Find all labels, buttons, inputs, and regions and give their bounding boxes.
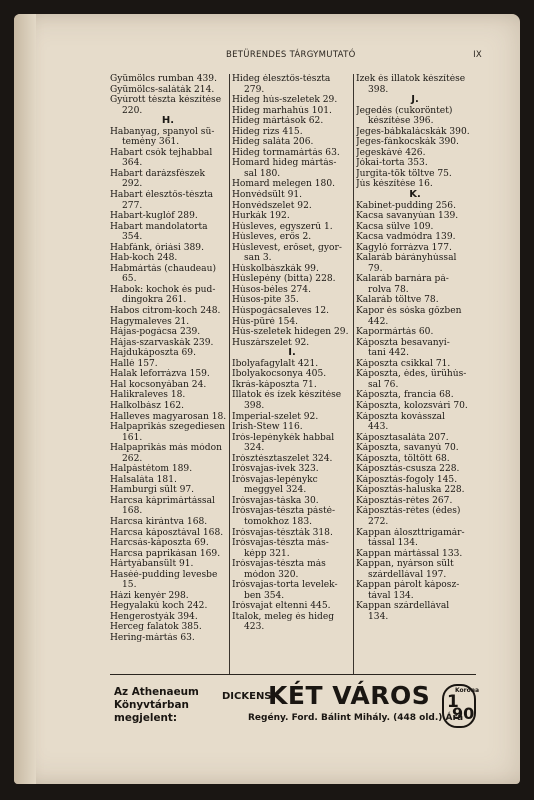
index-entry: sal 76.: [368, 379, 399, 390]
price-unit: Korona: [455, 687, 480, 694]
index-entry: Huszárszelet 92.: [232, 337, 310, 348]
footer-rule: [110, 674, 476, 675]
index-entry: Hal kocsonyában 24.: [110, 379, 207, 390]
index-entry: Habfánk, óriási 389.: [110, 242, 204, 253]
index-entry: Harcsa káposztával 168.: [110, 527, 224, 538]
price-main: 1: [447, 692, 459, 712]
index-entry: Hideg mártások 62.: [232, 116, 324, 127]
index-entry: sal 180.: [244, 168, 281, 179]
index-entry: Harcsa káprimártással: [110, 495, 215, 506]
section-letter-heading: J.: [411, 95, 419, 106]
index-entry: Kacsa vadmódra 139.: [356, 232, 456, 243]
index-entry: Halikraleves 18.: [110, 390, 186, 401]
index-entry: 277.: [122, 200, 143, 211]
index-entry: tával 134.: [368, 590, 414, 601]
publisher-notice: [114, 686, 222, 725]
ad-author: DICKENS:: [222, 691, 276, 702]
price-badge: [442, 684, 480, 728]
index-entry: Hajdukáposzta 69.: [110, 348, 196, 359]
index-entry: Kalaráb barnára pá-: [356, 274, 449, 285]
index-entry: 398.: [244, 400, 265, 411]
index-entry: Habart darázsfészek: [110, 168, 206, 179]
index-entry: 65.: [122, 274, 137, 285]
index-entry: Italok, meleg és hideg: [232, 611, 335, 622]
index-entry: Jurgita-tök töltve 75.: [356, 168, 452, 179]
index-entry: Illatok és ízek készítése: [232, 390, 342, 401]
index-entry: Kappan párolt káposz-: [356, 580, 460, 591]
index-entry: Halak leforrázva 159.: [110, 369, 210, 380]
index-entry: Húsos-pite 35.: [232, 295, 299, 306]
book-advertisement: [110, 682, 480, 730]
index-entry: Jeges-bábkalácskák 390.: [356, 126, 470, 137]
index-entry: Irósvajas-tészta pásté-: [232, 506, 336, 517]
index-entry: tani 442.: [368, 348, 409, 359]
index-entry: Hideg élesztős-tészta: [232, 74, 331, 84]
index-entry: Irósvajas-torta levelek-: [232, 580, 338, 591]
index-entry: Házi kenyér 298.: [110, 590, 189, 601]
index-entry: meggyel 324.: [244, 485, 307, 496]
index-entry: 324.: [244, 443, 265, 454]
index-entry: Hegyalakú koch 242.: [110, 601, 208, 612]
index-entry: Habart élesztős-tészta: [110, 190, 214, 201]
index-entry: Káposztasaláta 207.: [356, 432, 449, 443]
index-entry: Kappan, nyárson sült: [356, 559, 454, 570]
index-entry: Irósvajas-tészta más-: [232, 538, 329, 549]
index-entry: Húslevest, erőset, gyor-: [232, 242, 342, 253]
index-entry: 15.: [122, 580, 137, 591]
index-entry: 398.: [368, 84, 389, 95]
index-entry: Herceg falatok 385.: [110, 622, 202, 633]
index-entry: Kapormártás 60.: [356, 327, 434, 338]
index-entry: Kalaráb bárányhússal: [356, 253, 457, 264]
index-entry: Hideg rizs 415.: [232, 126, 303, 137]
index-entry: Káposzta, édes, ürühús-: [356, 369, 467, 380]
index-entry: Hártyábansült 91.: [110, 559, 194, 570]
index-entry: Kalaráb töltve 78.: [356, 295, 439, 306]
index-entry: 442.: [368, 316, 389, 327]
book-spine: [14, 14, 36, 784]
index-entry: Káposzta besavanyí-: [356, 337, 450, 348]
index-column-middle: [232, 74, 352, 633]
page-number: IX: [473, 50, 482, 60]
index-entry: Húslepény (bitta) 228.: [232, 274, 336, 285]
index-entry: készítése 396.: [368, 116, 434, 127]
index-entry: Káposzta, francia 68.: [356, 390, 454, 401]
index-entry: Ibolyafagylalt 421.: [232, 358, 319, 369]
index-entry: Irósvajas-tészták 318.: [232, 527, 333, 538]
index-entry: Kagyló forrázva 177.: [356, 242, 452, 253]
index-entry: Habanyag, spanyol sü-: [110, 126, 215, 137]
index-entry: tással 134.: [368, 538, 418, 549]
index-entry: Irósvajat eltenni 445.: [232, 601, 331, 612]
publisher-notice-line: megjelent:: [114, 712, 178, 724]
ad-book-details: Regény. Ford. Bálint Mihály. (448 old.) Ára: [248, 713, 464, 723]
index-entry: 134.: [368, 611, 389, 622]
index-entry: Halpástétom 189.: [110, 464, 193, 475]
index-entry: Imperial-szelet 92.: [232, 411, 319, 422]
index-entry: Káposztás-csusza 228.: [356, 464, 460, 475]
index-entry: Káposztás-rétes 267.: [356, 495, 453, 506]
index-entry: Honvédszelet 92.: [232, 200, 312, 211]
index-entry: 292.: [122, 179, 143, 190]
index-entry: Húsleves, erős 2.: [232, 232, 312, 243]
index-entry: Jeges-fánkocskák 390.: [356, 137, 459, 148]
index-entry: Honvédsült 91.: [232, 190, 303, 201]
index-entry: Irós-lepénykék habbal: [232, 432, 335, 443]
section-letter-heading: H.: [161, 116, 175, 127]
column-divider: [229, 74, 230, 674]
index-entry: 168.: [122, 506, 143, 517]
index-entry: 279.: [244, 84, 265, 95]
index-entry: Jús készítése 16.: [356, 179, 433, 190]
index-entry: Ibolyakocsonya 405.: [232, 369, 327, 380]
index-entry: Káposzta, kolozsvári 70.: [356, 400, 468, 411]
index-entry: Halkolbász 162.: [110, 400, 184, 411]
index-entry: 364.: [122, 158, 143, 169]
ad-book-title: KÉT VÁROS: [268, 681, 431, 710]
index-entry: Hájas-szarvaskák 239.: [110, 337, 214, 348]
index-entry: Kappan mártással 133.: [356, 548, 463, 559]
index-title: BETÜRENDES TÁRGYMUTATÓ: [226, 50, 356, 60]
index-entry: Húspogácsaleves 12.: [232, 306, 330, 317]
index-column-right: [356, 74, 474, 622]
index-entry: Hagymaleves 21.: [110, 316, 190, 327]
index-entry: Hideg tormamártás 63.: [232, 147, 340, 158]
index-entry: Húskolbászkák 99.: [232, 263, 319, 274]
index-entry: Húsleves, egyszerű 1.: [232, 221, 333, 232]
section-letter-heading: K.: [409, 190, 421, 201]
index-entry: Káposztás-fogoly 145.: [356, 474, 458, 485]
index-entry: szárdellával 197.: [368, 569, 447, 580]
index-entry: Káposzta, töltött 68.: [356, 453, 450, 464]
index-entry: Jegedés (cukoröntet): [356, 105, 453, 116]
index-entry: Kabinet-pudding 256.: [356, 200, 456, 211]
index-entry: Habos citrom-koch 248.: [110, 306, 221, 317]
index-entry: módon 320.: [244, 569, 299, 580]
index-entry: Jegeskávé 426.: [356, 147, 426, 158]
index-entry: Hengerostyák 394.: [110, 611, 198, 622]
index-entry: Káposzta kovásszal: [356, 411, 445, 422]
price-fraction: 90: [452, 704, 475, 723]
index-entry: Hurkák 192.: [232, 211, 290, 222]
index-entry: Kappan áloszttrigamár-: [356, 527, 465, 538]
index-entry: Halleves magyarosan 18.: [110, 411, 226, 422]
index-entry: Gyümölcs rumban 439.: [110, 74, 217, 84]
index-entry: Habok: kochok és pud-: [110, 284, 216, 295]
index-entry: Homard melegen 180.: [232, 179, 336, 190]
index-entry: Halpaprikás más módon: [110, 443, 222, 454]
index-entry: dingokra 261.: [122, 295, 187, 306]
index-entry: képp 321.: [244, 548, 290, 559]
index-entry: Kapor és sóska gőzben: [356, 306, 462, 317]
index-entry: Káposzta csikkal 71.: [356, 358, 451, 369]
index-entry: Hab-koch 248.: [110, 253, 178, 264]
index-entry: Ikrás-káposzta 71.: [232, 379, 317, 390]
index-entry: Jókai-torta 353.: [356, 158, 428, 169]
index-entry: Húsos-béles 274.: [232, 284, 311, 295]
index-entry: Gyümölcs-saláták 214.: [110, 84, 215, 95]
index-entry: Kacsa sülve 109.: [356, 221, 434, 232]
index-entry: Hús-püré 154.: [232, 316, 299, 327]
index-entry: Harcsás-káposzta 69.: [110, 538, 209, 549]
index-entry: 443.: [368, 422, 389, 433]
index-entry: Irish-Stew 116.: [232, 422, 303, 433]
page-header: [226, 50, 482, 66]
index-entry: Irósvajas-táska 30.: [232, 495, 319, 506]
index-entry: Harcsa kirántva 168.: [110, 516, 208, 527]
index-entry: Káposztás-haluska 228.: [356, 485, 465, 496]
index-entry: 423.: [244, 622, 265, 633]
index-entry: tomokhoz 183.: [244, 516, 312, 527]
index-entry: Hús-szeletek hidegen 29.: [232, 327, 349, 338]
index-entry: san 3.: [244, 253, 272, 264]
index-entry: Kappan szárdellával: [356, 601, 450, 612]
index-entry: Irósvajas-lepénykc: [232, 474, 318, 485]
index-entry: ben 354.: [244, 590, 285, 601]
index-entry: Irósztésztaszelet 324.: [232, 453, 333, 464]
index-entry: 220.: [122, 105, 143, 116]
index-entry: 262.: [122, 453, 143, 464]
index-entry: Hideg marhahús 101.: [232, 105, 332, 116]
index-entry: Hájas-pogácsa 239.: [110, 327, 201, 338]
index-entry: Habart-kuglóf 289.: [110, 211, 198, 222]
index-entry: Izek és illatok készítése: [356, 74, 466, 84]
index-entry: Habart csók tejhabbal: [110, 147, 213, 158]
index-entry: Hamburgi sült 97.: [110, 485, 195, 496]
index-entry: Halpaprikás szegediesen: [110, 422, 226, 433]
index-column-left: [110, 74, 226, 644]
index-entry: Hallé 157.: [110, 358, 158, 369]
section-letter-heading: I.: [288, 348, 296, 359]
index-entry: Hideg hús-szeletek 29.: [232, 95, 338, 106]
index-entry: 354.: [122, 232, 143, 243]
index-entry: Hering-mártás 63.: [110, 632, 195, 643]
index-entry: Harcsa paprikásan 169.: [110, 548, 221, 559]
publisher-notice-line: Az Athenaeum: [114, 686, 199, 698]
index-entry: Irósvajas-ivek 323.: [232, 464, 319, 475]
index-entry: Hideg saláta 206.: [232, 137, 314, 148]
index-entry: Haséé-pudding levesbe: [110, 569, 218, 580]
index-entry: Halsaláta 181.: [110, 474, 177, 485]
index-entry: Homard hideg mártás-: [232, 158, 337, 169]
index-entry: 79.: [368, 263, 383, 274]
index-entry: Habart mandolatorta: [110, 221, 208, 232]
index-entry: Habmártás (chaudeau): [110, 263, 217, 274]
index-entry: Káposzta, savanyú 70.: [356, 443, 459, 454]
index-entry: temény 361.: [122, 137, 180, 148]
index-entry: 161.: [122, 432, 143, 443]
index-entry: Gyúrott tészta készítése: [110, 95, 222, 106]
index-entry: 272.: [368, 516, 389, 527]
index-entry: Irósvajas-tészta más: [232, 559, 326, 570]
index-entry: Kacsa savanyúan 139.: [356, 211, 459, 222]
publisher-notice-line: Könyvtárban: [114, 699, 189, 711]
index-entry: rolva 78.: [368, 284, 409, 295]
index-entry: Káposztás-rétes (édes): [356, 506, 461, 517]
column-divider: [353, 74, 354, 674]
